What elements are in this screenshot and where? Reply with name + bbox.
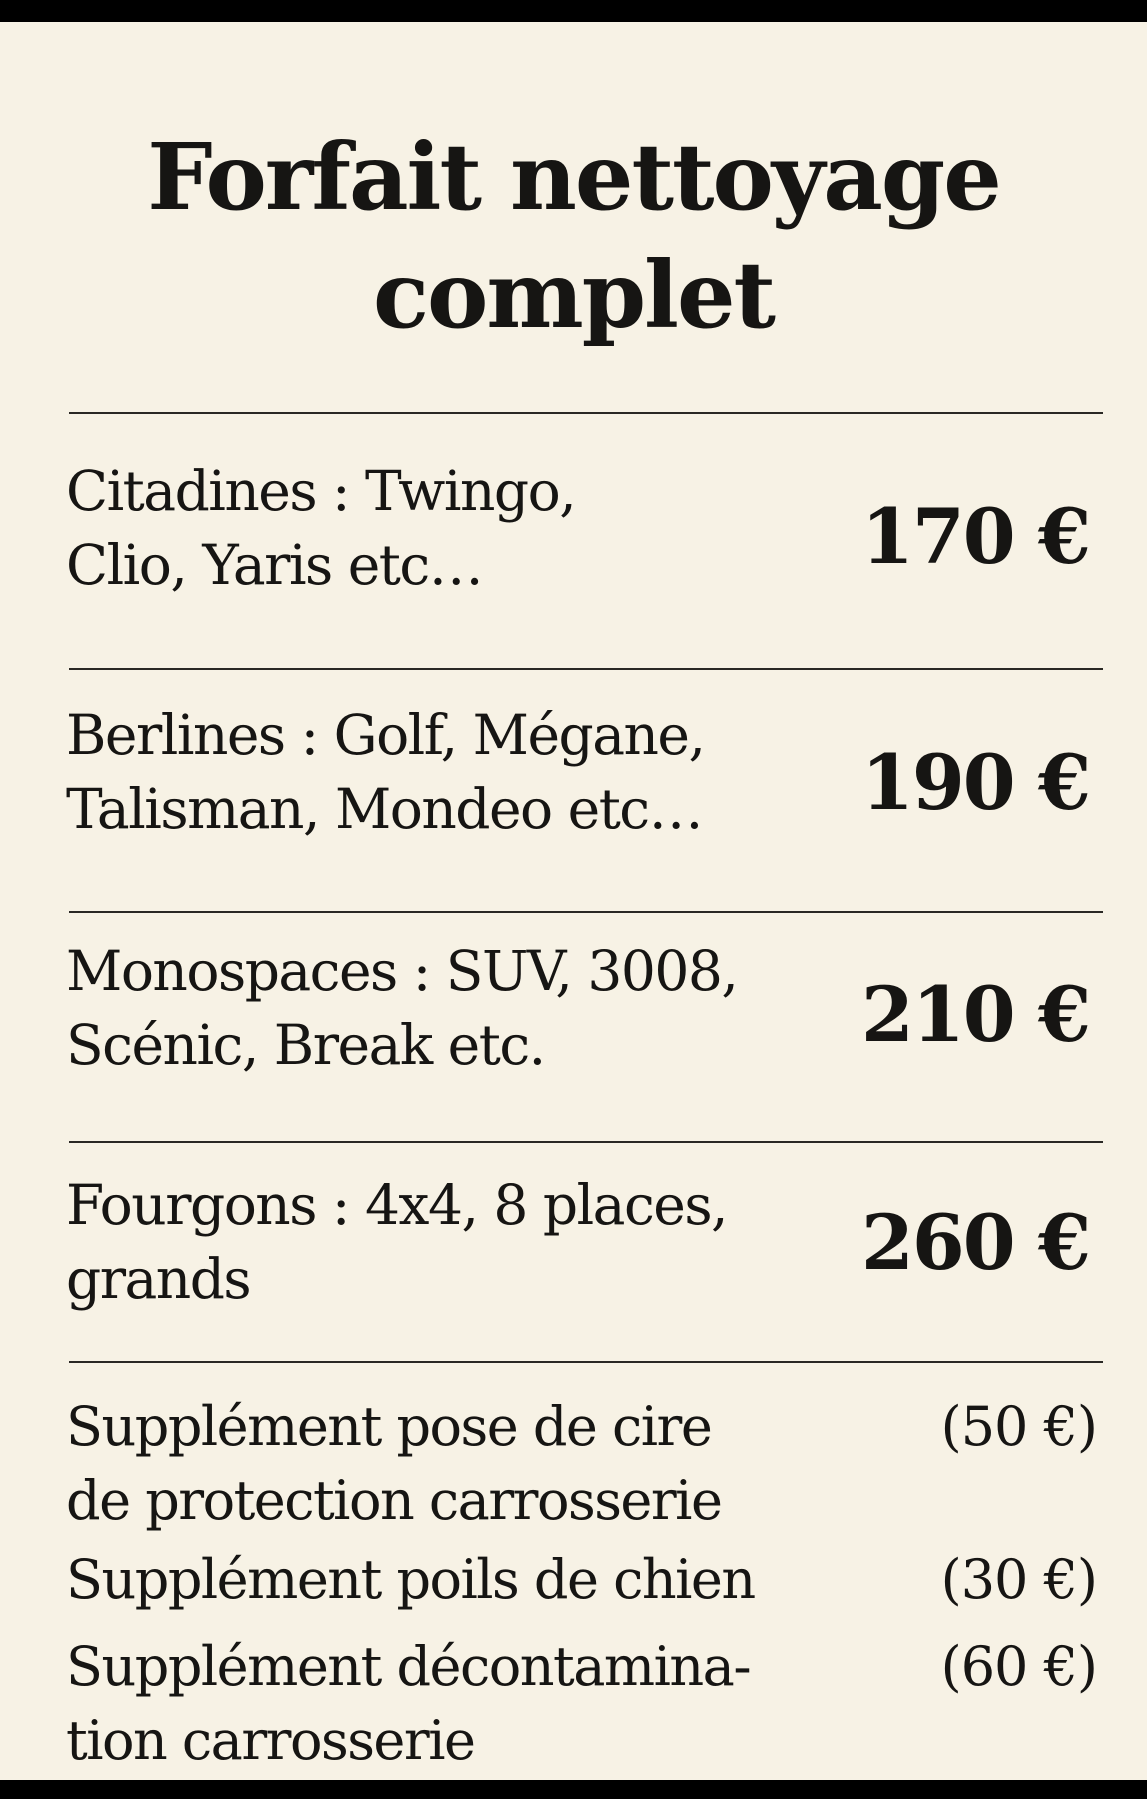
divider (69, 668, 1103, 670)
row-label-line-1: Monospaces : SUV, 3008, (66, 939, 738, 1003)
divider (69, 1141, 1103, 1143)
supplement-label-cire (66, 1390, 866, 1538)
supplement-label-line-1: Supplément pose de cire (66, 1395, 712, 1458)
row-label-line-2: Scénic, Break etc. (66, 1013, 545, 1077)
price-row-label-citadines (66, 454, 856, 602)
row-label-line-1: Berlines : Golf, Mégane, (66, 703, 705, 767)
supplement-label-line-1: Supplément poils de chien (66, 1548, 755, 1611)
price-row-value-berlines: 190 € (861, 738, 1089, 827)
supplement-label-line-2: de protection carrosserie (66, 1469, 722, 1532)
supplement-label-line-1: Supplément décontamina- (66, 1635, 751, 1698)
supplement-label-decontamination (66, 1630, 866, 1778)
page-title-line-2: complet (372, 241, 775, 349)
price-row-label-monospaces (66, 934, 856, 1082)
supplement-price-decontamination: (60 €) (940, 1635, 1097, 1698)
divider (69, 412, 1103, 414)
row-label-line-2: grands (66, 1247, 251, 1311)
row-label-line-1: Citadines : Twingo, (66, 459, 576, 523)
page-title-line-1: Forfait nettoyage (147, 123, 1000, 231)
price-row-value-fourgons: 260 € (861, 1198, 1089, 1287)
divider (69, 911, 1103, 913)
supplement-price-cire: (50 €) (940, 1395, 1097, 1458)
supplement-label-poils (66, 1543, 866, 1617)
price-row-value-monospaces: 210 € (861, 970, 1089, 1059)
price-row-label-berlines (66, 698, 856, 846)
supplement-price-poils: (30 €) (940, 1548, 1097, 1611)
row-label-line-1: Fourgons : 4x4, 8 places, (66, 1173, 728, 1237)
price-row-value-citadines: 170 € (861, 492, 1089, 581)
divider (69, 1361, 1103, 1363)
price-row-label-fourgons (66, 1168, 856, 1316)
supplement-label-line-2: tion carrosserie (66, 1709, 475, 1772)
row-label-line-2: Talisman, Mondeo etc… (66, 777, 703, 841)
page-title (0, 118, 1147, 354)
row-label-line-2: Clio, Yaris etc… (66, 533, 483, 597)
price-sheet (0, 22, 1147, 1780)
